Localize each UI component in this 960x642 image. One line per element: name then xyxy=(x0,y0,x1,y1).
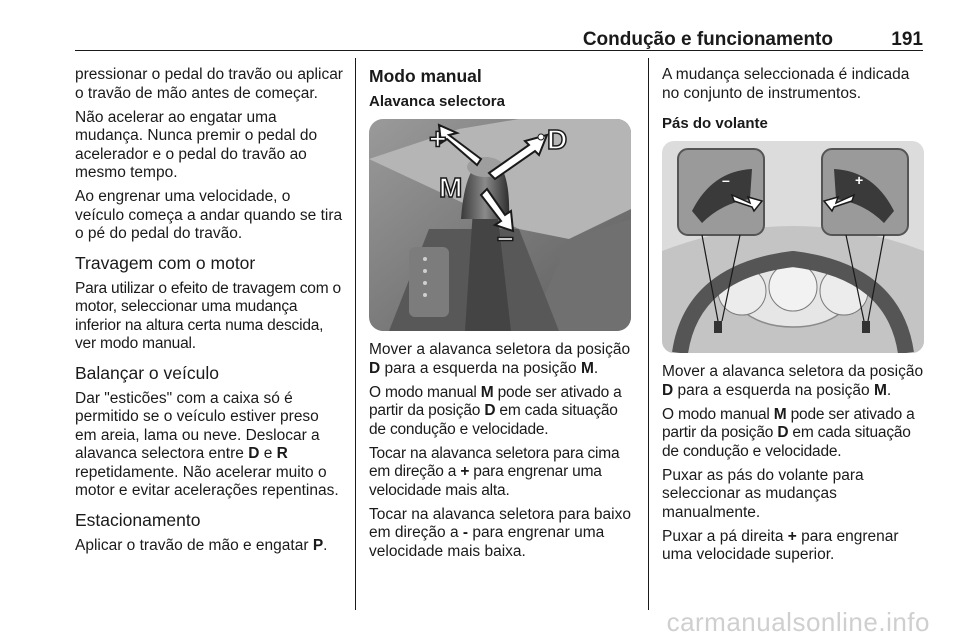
paragraph: A mudança seleccionada é indicada no conjunto de instrumentos. xyxy=(662,66,910,102)
column-left xyxy=(75,66,343,561)
column-middle xyxy=(369,66,635,567)
paragraph: pressionar o pedal do travão ou aplicar o travão de mão antes de começar. xyxy=(75,66,343,102)
paragraph: Para utilizar o efeito de travagem com o motor, seleccionar uma mudança inferior na altura certa numa descida, ver modo manual. xyxy=(75,279,341,352)
d-label: D xyxy=(547,124,568,155)
paragraph: O modo manual M pode ser ativado a partir da posição D em cada situação de condução e velocidade. xyxy=(369,383,622,438)
paragraph: O modo manual M pode ser ativado a partir da posição D em cada situação de condução e velocidade. xyxy=(662,405,915,460)
chapter-title: Condução e funcionamento xyxy=(582,29,833,50)
paragraph: Puxar a pá direita + para engrenar uma velocidade superior. xyxy=(662,527,899,563)
column-divider xyxy=(355,58,356,610)
page-header xyxy=(75,0,923,51)
column-right xyxy=(662,66,930,570)
steering-paddles-illustration xyxy=(662,141,924,353)
paddle-plus-label: + xyxy=(855,172,864,188)
plus-label: + xyxy=(429,123,447,156)
paragraph: Ao engrenar uma velocidade, o veículo começa a andar quando se tira o pé do pedal do travão. xyxy=(75,188,343,242)
paragraph: Mover a alavanca seletora da posição D para a esquerda na posição M. xyxy=(369,341,631,377)
paragraph: Mover a alavanca seletora da posição D para a esquerda na posição M. xyxy=(662,363,924,399)
minus-label: – xyxy=(497,221,514,254)
paragraph: Tocar na alavanca seletora para cima em direção a + para engrenar uma velocidade mais alta. xyxy=(369,444,620,499)
subheading-selector-lever: Alavanca selectora xyxy=(369,93,505,110)
steering-wheel-figure xyxy=(662,141,924,353)
paddle-minus-label: – xyxy=(722,172,730,188)
paragraph: Tocar na alavanca seletora para baixo em direção a - para engrenar uma velocidade mais baixa. xyxy=(369,505,631,560)
gear-lever-figure xyxy=(369,119,631,331)
section-heading-engine-braking: Travagem com o motor xyxy=(75,252,256,273)
paragraph: Puxar as pás do volante para seleccionar as mudanças manualmente. xyxy=(662,466,864,521)
watermark: carmanualsonline.info xyxy=(666,607,930,637)
page-number: 191 xyxy=(891,29,923,50)
section-heading-manual-mode: Modo manual xyxy=(369,66,482,86)
selector-lever-illustration xyxy=(369,119,631,331)
paragraph: Não acelerar ao engatar uma mudança. Nunca premir o pedal do acelerador e o pedal do travão ao mesmo tempo. xyxy=(75,108,318,181)
column-divider xyxy=(648,58,649,610)
m-label: M xyxy=(439,172,463,203)
section-heading-rocking: Balançar o veículo xyxy=(75,362,219,383)
paragraph: Aplicar o travão de mão e engatar P. xyxy=(75,536,328,554)
subheading-steering-paddles: Pás do volante xyxy=(662,115,768,132)
section-heading-parking: Estacionamento xyxy=(75,509,201,530)
paragraph: Dar "esticões" com a caixa só é permitido se o veículo estiver preso em areia, lama ou neve. Deslocar a alavanca selectora entre D e R repetidamente. Não acelerar muito o motor e evitar acelerações repentinas. xyxy=(75,389,339,499)
